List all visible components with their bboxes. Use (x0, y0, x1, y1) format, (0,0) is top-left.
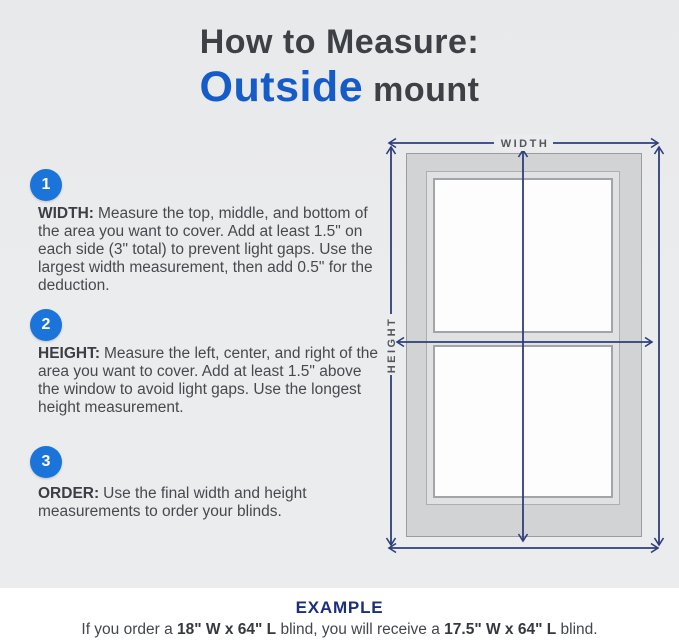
example-sentence (0, 621, 679, 639)
example-heading: EXAMPLE (295, 598, 384, 617)
step-3-body: Use the final width and height measurements to order your blinds. (38, 485, 307, 520)
height-dimension-label: HEIGHT (386, 316, 398, 374)
step-1-label: WIDTH: (38, 205, 94, 222)
title-mount-word: mount (373, 71, 480, 109)
width-dimension-label: WIDTH (500, 138, 550, 150)
step-1-badge: 1 (30, 169, 62, 201)
step-2-label: HEIGHT: (38, 345, 100, 362)
step-3-label: ORDER: (38, 485, 100, 502)
title-mount-type: Outside (199, 63, 364, 111)
step-3-badge: 3 (30, 446, 62, 478)
example-received-size: 17.5" W x 64" L (444, 621, 557, 638)
example-ordered-size: 18" W x 64" L (177, 621, 277, 638)
step-2-badge: 2 (30, 309, 62, 341)
example-middle: blind, you will receive a (276, 621, 445, 638)
example-section (0, 588, 679, 644)
title-line1: How to Measure: (199, 23, 480, 61)
example-suffix: blind. (556, 621, 598, 638)
example-prefix: If you order a (81, 621, 178, 638)
step-1-body: Measure the top, middle, and bottom of the area you want to cover. Add at least 1.5" on each side (3" total) to prevent light gaps. Use the largest width measurement, then add 0.5" for the deduction. (38, 205, 373, 294)
step-2-body: Measure the left, center, and right of the area you want to cover. Add at least 1.5" above the window to avoid light gaps. Use the longest height measurement. (38, 345, 378, 416)
